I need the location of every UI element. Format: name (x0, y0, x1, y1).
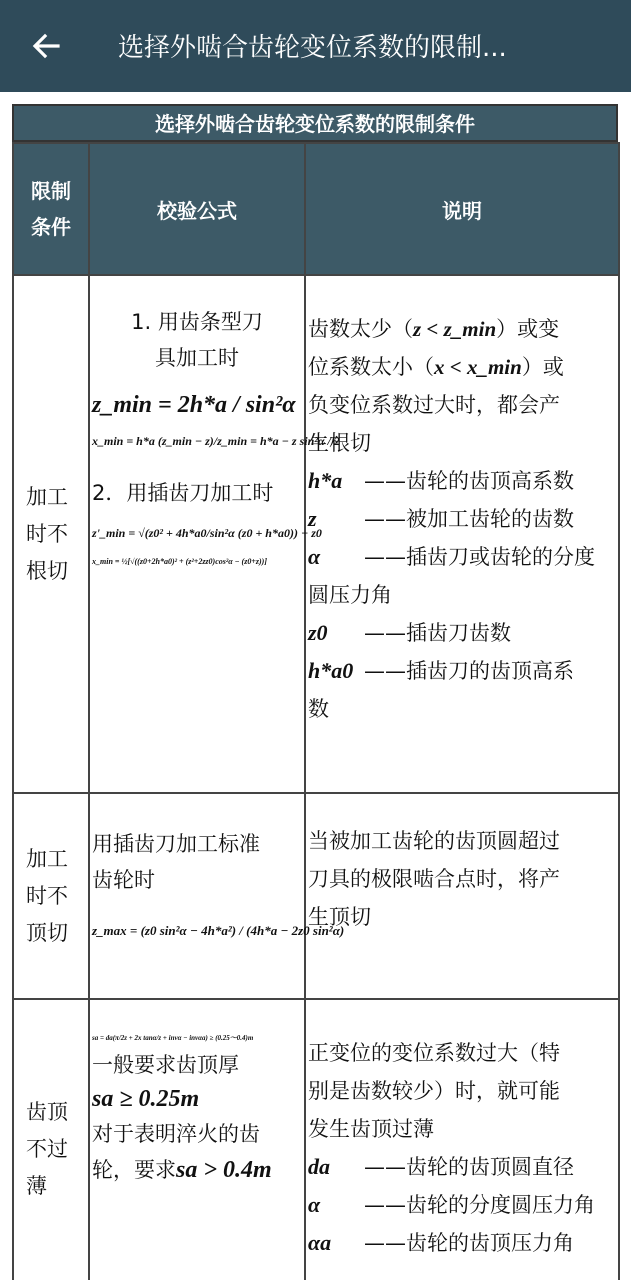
symbol-def: α ——插齿刀或齿轮的分度 圆压力角 (308, 544, 595, 607)
desc-line: 齿数太少（z < z_min）或变 (308, 317, 560, 341)
desc-line: 位系数太小（x < x_min）或 (308, 355, 564, 379)
page-title: 选择外啮合齿轮变位系数的限制... (118, 33, 507, 63)
description-cell (305, 999, 619, 1280)
description-cell (305, 793, 619, 999)
formula-xmin: x_min = h*a (z_min − z)/z_min = h*a − z sin²α / 2 (92, 434, 340, 448)
formula-zmax: z_max = (z0 sin²α − 4h*a²) / (4h*a − 2z0 sin²α) (92, 923, 345, 938)
condition-cell: 加工 时不 顶切 (13, 793, 89, 999)
formula-xmin-shaper: x_min = ½[√((z0+2h*a0)² + (z²+2zz0)cos²α − (z0+z))] (92, 557, 267, 566)
formula-zmin-shaper: z'_min = √(z0² + 4h*a0/sin²α (z0 + h*a0)) − z0 (92, 526, 322, 540)
formula-sa: sa = da(π/2z + 2x tanα/z + invα − invαa) ≥ (0.25～0.4)m (92, 1034, 254, 1042)
formula-sa-min: sa ≥ 0.25m (92, 1086, 200, 1112)
formula-cell (89, 793, 345, 999)
symbol-def: h*a0 ——插齿刀的齿顶高系 数 (308, 658, 574, 721)
arrow-left-icon (31, 31, 61, 61)
method-rack-text: 1. 用齿条型刀 具加工时 (131, 310, 263, 370)
formula-zmin: z_min = 2h*a / sin²α (92, 392, 296, 418)
symbol-def: h*a ——齿轮的齿顶高系数 (308, 468, 574, 493)
header-condition: 限制 条件 (13, 143, 89, 275)
table-header-row (13, 143, 619, 275)
app-bar (0, 0, 631, 92)
description-cell (305, 275, 619, 793)
table-row (13, 793, 619, 999)
method-shaper-text: 2．用插齿刀加工时 (92, 481, 274, 505)
symbol-def: da ——齿轮的齿顶圆直径 (308, 1154, 574, 1179)
formula-cell (89, 275, 340, 793)
back-button[interactable] (22, 22, 70, 70)
desc-text: 正变位的变位系数过大（特 别是齿数较少）时，就可能 发生齿顶过薄 (308, 1041, 560, 1141)
limit-conditions-table (12, 104, 618, 1280)
header-description: 说明 (305, 143, 619, 275)
method-text: 用插齿刀加工标准 齿轮时 (92, 832, 260, 892)
condition-cell: 加工 时不 根切 (13, 275, 89, 793)
table-title: 选择外啮合齿轮变位系数的限制条件 (12, 104, 618, 142)
condition-cell: 齿顶 不过 薄 (13, 999, 89, 1280)
table-row (13, 275, 619, 793)
symbol-def: α ——齿轮的分度圆压力角 (308, 1192, 595, 1217)
header-formula: 校验公式 (89, 143, 305, 275)
symbol-def: z0 ——插齿刀齿数 (308, 620, 511, 645)
symbol-def: αa ——齿轮的齿顶压力角 (308, 1230, 574, 1255)
symbol-def: z ——被加工齿轮的齿数 (308, 506, 574, 531)
requirement-text: 一般要求齿顶厚 (92, 1053, 239, 1077)
article-content[interactable] (0, 92, 631, 1280)
requirement-hardened-text: 对于表明淬火的齿 轮，要求sa > 0.4m (92, 1122, 272, 1183)
desc-text: 负变位系数过大时，都会产 生根切 (308, 393, 560, 455)
table-row (13, 999, 619, 1280)
desc-text: 当被加工齿轮的齿顶圆超过 刀具的极限啮合点时，将产 生顶切 (308, 829, 560, 929)
formula-cell (89, 999, 305, 1280)
